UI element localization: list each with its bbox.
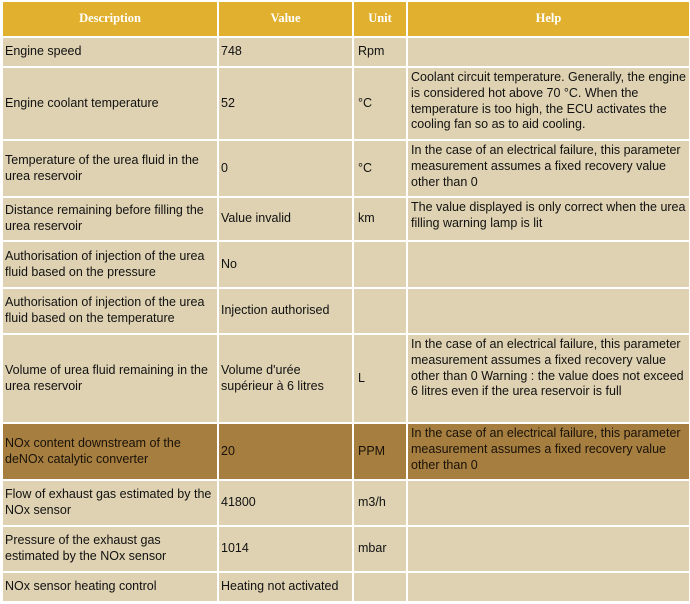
cell-value: 20 [219,424,352,479]
cell-description: Authorisation of injection of the urea fluid based on the temperature [3,289,217,333]
cell-value: Heating not activated [219,573,352,601]
cell-unit: Rpm [354,38,406,66]
cell-value: Volume d'urée supérieur à 6 litres [219,335,352,422]
cell-description: Engine coolant temperature [3,68,217,139]
table-row[interactable] [3,242,689,287]
table-row[interactable] [3,335,689,422]
cell-description: NOx sensor heating control [3,573,217,601]
table-row-selected[interactable] [3,424,689,479]
cell-value: 748 [219,38,352,66]
cell-description: NOx content downstream of the deNOx catalytic converter [3,424,217,479]
cell-value: Injection authorised [219,289,352,333]
table-row[interactable] [3,527,689,571]
table-header-row [3,2,689,36]
cell-help [408,481,689,525]
column-header-description[interactable]: Description [3,2,217,36]
cell-help [408,573,689,601]
cell-help: In the case of an electrical failure, this parameter measurement assumes a fixed recovery value other than 0 Warning : the value does not exceed 6 litres even if the urea reservoir is full [408,335,689,422]
cell-unit: mbar [354,527,406,571]
column-header-value[interactable]: Value [219,2,352,36]
cell-help [408,242,689,287]
cell-value: No [219,242,352,287]
cell-value: 0 [219,141,352,196]
table-row[interactable] [3,68,689,139]
cell-unit: PPM [354,424,406,479]
table-row[interactable] [3,38,689,66]
cell-help: Coolant circuit temperature. Generally, the engine is considered hot above 70 °C. When the temperature is too high, the ECU activates the cooling fan so as to aid cooling. [408,68,689,139]
parameter-table-panel [1,0,689,604]
cell-help: In the case of an electrical failure, this parameter measurement assumes a fixed recovery value other than 0 [408,141,689,196]
cell-unit [354,242,406,287]
cell-help [408,527,689,571]
cell-description: Pressure of the exhaust gas estimated by the NOx sensor [3,527,217,571]
cell-unit: km [354,198,406,240]
table-row[interactable] [3,141,689,196]
table-row[interactable] [3,198,689,240]
column-header-unit[interactable]: Unit [354,2,406,36]
cell-description: Authorisation of injection of the urea fluid based on the pressure [3,242,217,287]
cell-unit [354,289,406,333]
column-header-help[interactable]: Help [408,2,689,36]
cell-help: The value displayed is only correct when the urea filling warning lamp is lit [408,198,689,240]
cell-unit: °C [354,141,406,196]
cell-value: Value invalid [219,198,352,240]
cell-description: Temperature of the urea fluid in the urea reservoir [3,141,217,196]
cell-unit [354,573,406,601]
cell-help: In the case of an electrical failure, this parameter measurement assumes a fixed recovery value other than 0 [408,424,689,479]
cell-unit: °C [354,68,406,139]
cell-unit: L [354,335,406,422]
cell-description: Volume of urea fluid remaining in the urea reservoir [3,335,217,422]
cell-value: 52 [219,68,352,139]
cell-help [408,289,689,333]
table-row[interactable] [3,481,689,525]
table-row[interactable] [3,289,689,333]
cell-unit: m3/h [354,481,406,525]
cell-value: 41800 [219,481,352,525]
parameter-table [1,0,690,603]
table-row[interactable] [3,573,689,601]
cell-help [408,38,689,66]
cell-description: Engine speed [3,38,217,66]
cell-value: 1014 [219,527,352,571]
cell-description: Distance remaining before filling the urea reservoir [3,198,217,240]
cell-description: Flow of exhaust gas estimated by the NOx sensor [3,481,217,525]
